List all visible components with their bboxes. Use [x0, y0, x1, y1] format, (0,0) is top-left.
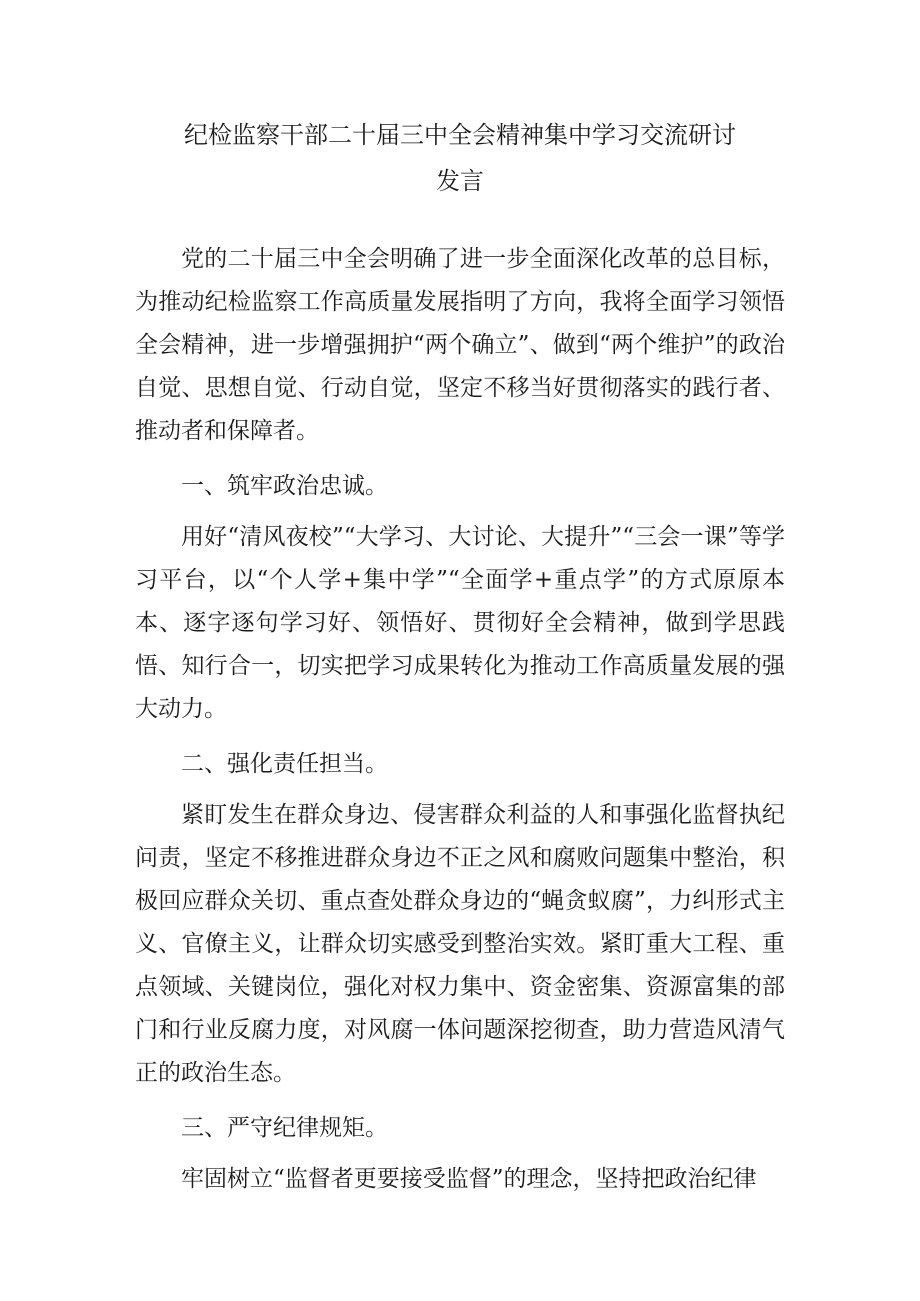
section-paragraph: 牢固树立“监督者更要接受监督”的理念，坚持把政治纪律: [181, 1166, 757, 1192]
section-2: [135, 743, 785, 1095]
document-title: 纪检监察干部二十届三中全会精神集中学习交流研讨: [184, 121, 736, 149]
section-1: [135, 465, 785, 731]
section-heading: 三、严守纪律规矩。: [181, 1115, 388, 1141]
section-3: [135, 1107, 785, 1201]
intro-paragraph: 党的二十届三中全会明确了进一步全面深化改革的总目标，为推动纪检监察工作高质量发展指明了方向，我将全面学习领悟全会精神，进一步增强拥护“两个确立”、做到“两个维护”的政治自觉、思想自觉、行动自觉，坚定不移当好贯彻落实的践行者、推动者和保障者。: [135, 246, 785, 444]
document-body: [135, 238, 785, 1201]
section-heading: 二、强化责任担当。: [181, 751, 388, 777]
section-paragraph: 用好“清风夜校”“大学习、大讨论、大提升”“三会一课”等学习平台，以“个人学+集中学”“全面学+重点学”的方式原原本本、逐字逐句学习好、领悟好、贯彻好全会精神，做到学思践悟、知行合一，切实把学习成果转化为推动工作高质量发展的强大动力。: [135, 524, 785, 722]
section-heading: 一、筑牢政治忠诚。: [181, 473, 388, 499]
section-paragraph: 紧盯发生在群众身边、侵害群众利益的人和事强化监督执纪问责，坚定不移推进群众身边不正之风和腐败问题集中整治，积极回应群众关切、重点查处群众身边的“蝇贪蚁腐”，力纠形式主义、官僚主义，让群众切实感受到整治实效。紧盯重大工程、重点领域、关键岗位，强化对权力集中、资金密集、资源富集的部门和行业反腐力度，对风腐一体问题深挖彻查，助力营造风清气正的政治生态。: [135, 802, 785, 1086]
document-title-continuation: 发言: [436, 167, 484, 195]
